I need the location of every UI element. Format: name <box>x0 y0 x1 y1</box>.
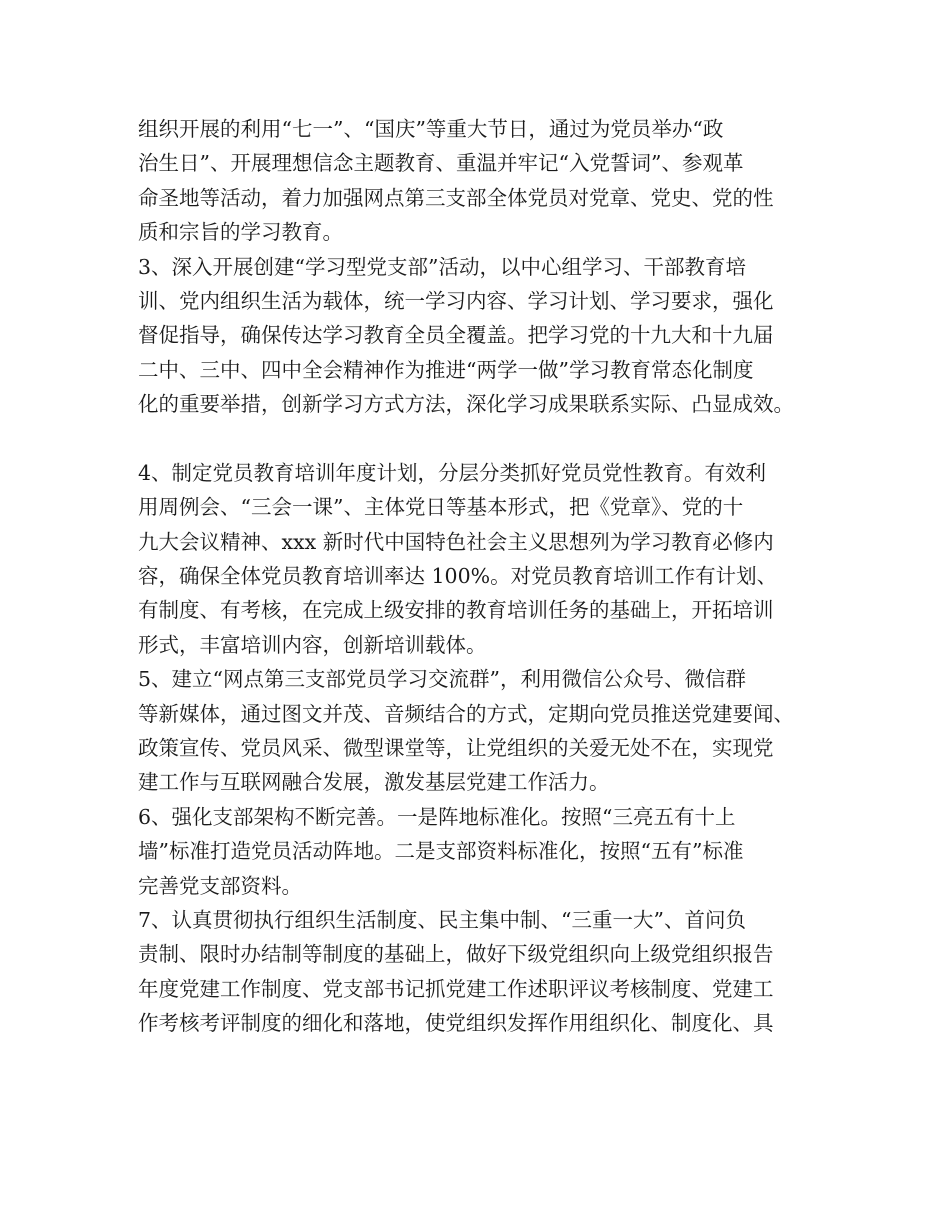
text-line: 4、制定党员教育培训年度计划，分层分类抓好党员党性教育。有效利 <box>138 460 767 485</box>
text-line: 有制度、有考核，在完成上级安排的教育培训任务的基础上，开拓培训 <box>138 598 774 623</box>
text-line: 形式，丰富培训内容，创新培训载体。 <box>138 632 487 657</box>
text-line: 等新媒体，通过图文并茂、音频结合的方式，定期向党员推送党建要闻、 <box>138 701 794 726</box>
text-line: 年度党建工作制度、党支部书记抓党建工作述职评议考核制度、党建工 <box>138 976 774 1001</box>
text-line: 组织开展的利用“七一”、“国庆”等重大节日，通过为党员举办“政 <box>138 117 724 141</box>
text-line: 政策宣传、党员风采、微型课堂等，让党组织的关爱无处不在，实现党 <box>138 736 774 761</box>
text-line: 质和宗旨的学习教育。 <box>138 220 343 245</box>
text-line: 责制、限时办结制等制度的基础上，做好下级党组织向上级党组织报告 <box>138 942 774 967</box>
paragraph-7 <box>138 903 818 1041</box>
text-line: 二中、三中、四中全会精神作为推进“两学一做”学习教育常态化制度 <box>138 357 754 382</box>
text-line: 建工作与互联网融合发展，激发基层党建工作活力。 <box>138 770 610 795</box>
text-line: 训、党内组织生活为载体，统一学习内容、学习计划、学习要求，强化 <box>138 288 774 313</box>
paragraph-3 <box>138 250 818 422</box>
text-line: 3、深入开展创建“学习型党支部”活动，以中心组学习、干部教育培 <box>138 254 747 279</box>
paragraph-6 <box>138 800 818 903</box>
paragraph-5 <box>138 662 818 800</box>
text-line: 墙”标准打造党员活动阵地。二是支部资料标准化，按照“五有”标准 <box>138 839 744 864</box>
paragraph-4 <box>138 456 818 662</box>
text-line: 治生日”、开展理想信念主题教育、重温并牢记“入党誓词”、参观革 <box>138 151 744 176</box>
text-line: 九大会议精神、xxx 新时代中国特色社会主义思想列为学习教育必修内 <box>138 529 774 554</box>
text-line: 用周例会、“三会一课”、主体党日等基本形式，把《党章》、党的十 <box>138 495 744 520</box>
text-line: 督促指导，确保传达学习教育全员全覆盖。把学习党的十九大和十九届 <box>138 323 774 348</box>
text-line: 化的重要举措，创新学习方式方法，深化学习成果联系实际、凸显成效。 <box>138 392 794 417</box>
text-line: 容，确保全体党员教育培训率达 100%。对党员教育培训工作有计划、 <box>138 564 778 589</box>
text-line: 命圣地等活动，着力加强网点第三支部全体党员对党章、党史、党的性 <box>138 185 774 210</box>
text-line: 5、建立“网点第三支部党员学习交流群”，利用微信公众号、微信群 <box>138 667 747 692</box>
text-line: 作考核考评制度的细化和落地，使党组织发挥作用组织化、制度化、具 <box>138 1011 774 1036</box>
text-line: 完善党支部资料。 <box>138 873 302 898</box>
text-line: 6、强化支部架构不断完善。一是阵地标准化。按照“三亮五有十上 <box>138 804 736 829</box>
blank-line <box>138 422 818 456</box>
document-body <box>138 112 818 1041</box>
paragraph-1 <box>138 112 818 250</box>
text-line: 7、认真贯彻执行组织生活制度、民主集中制、“三重一大”、首问负 <box>138 907 747 932</box>
